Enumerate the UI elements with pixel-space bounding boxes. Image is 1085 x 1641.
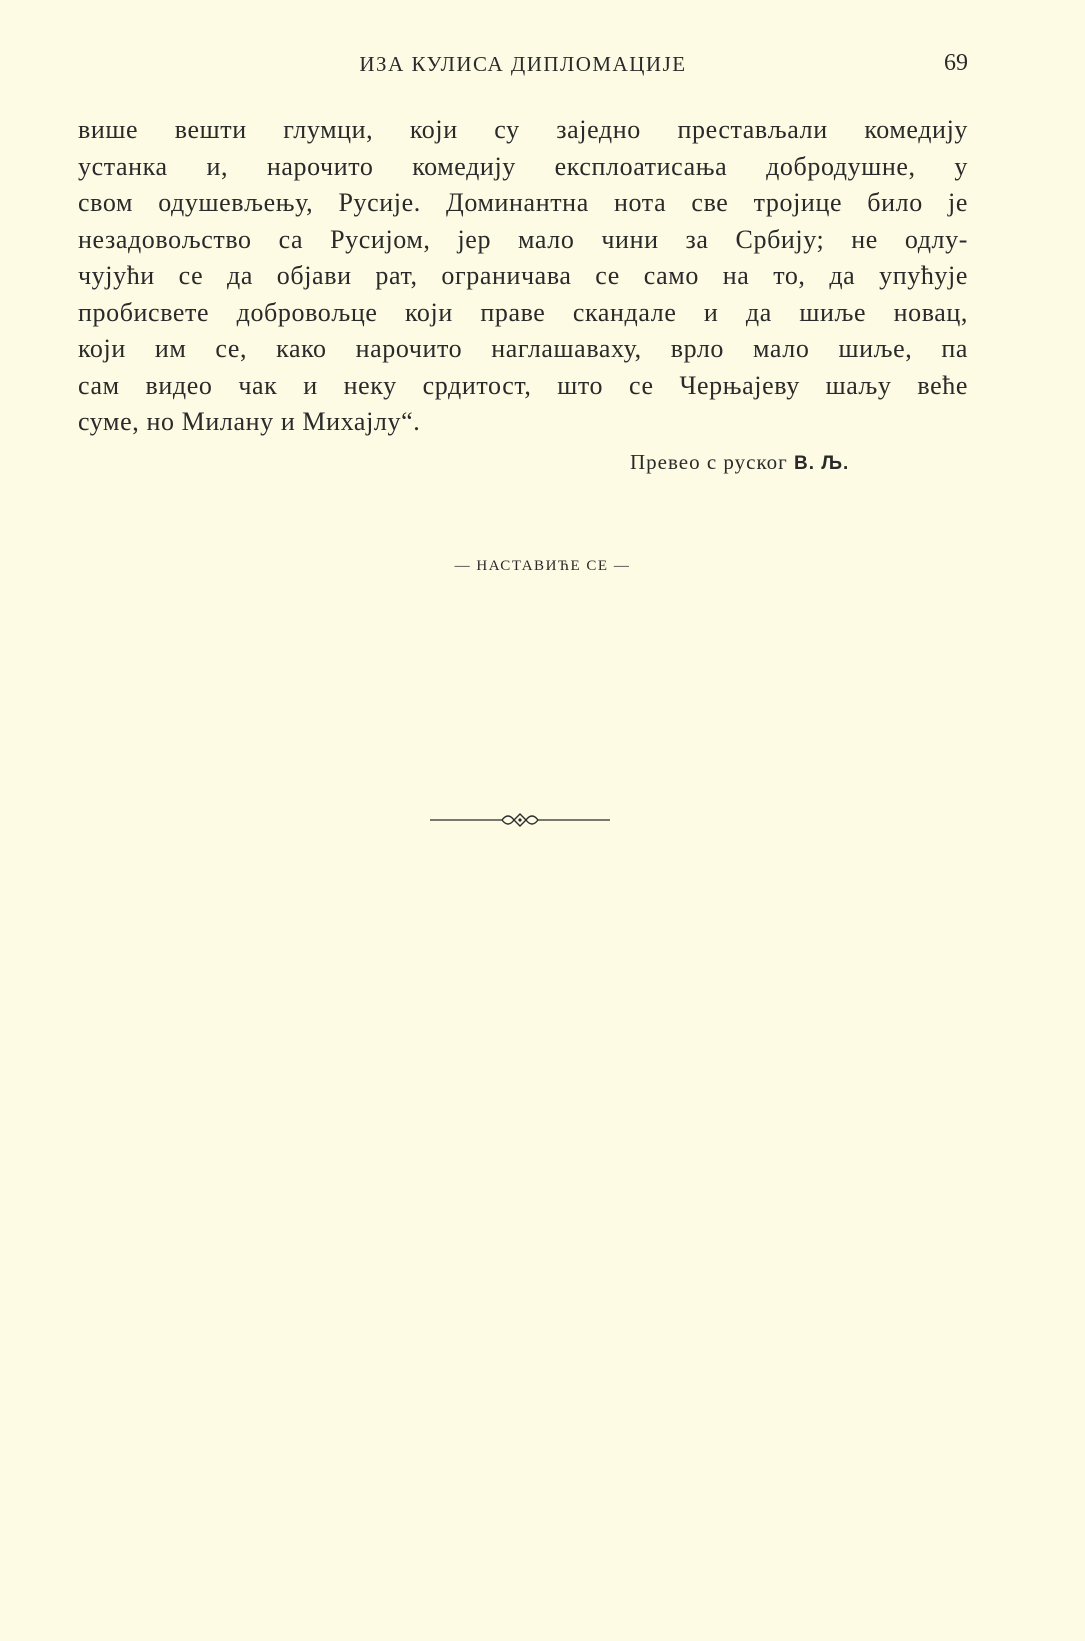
body-line: пробисвете добровољце који праве скандале и да шиље новац, — [78, 297, 968, 327]
running-head — [78, 52, 968, 82]
to-be-continued-note: — НАСТАВИЋЕ СЕ — — [454, 558, 631, 574]
body-line: сам видео чак и неку срдитост, што се Черњајеву шаљу веће — [78, 370, 968, 400]
body-line: свом одушевљењу, Русије. Доминантна нота све тројице било је — [78, 188, 968, 217]
signature-name: В. Љ. — [793, 453, 850, 474]
body-line: незадовољство са Русијом, јер мало чини за Србију; не одлу- — [78, 224, 968, 254]
body-line: устанка и, нарочито комедију експлоатисања добродушне, у — [78, 151, 968, 181]
translator-signature — [630, 450, 849, 475]
ornamental-divider-icon — [430, 808, 610, 832]
body-line: чујући се да објави рат, ограничава се само на то, да упућује — [78, 261, 968, 290]
body-line: више вешти глумци, који су заједно престављали комедију — [78, 115, 968, 144]
running-title: ИЗА КУЛИСА ДИПЛОМАЦИЈЕ — [359, 52, 687, 76]
body-paragraph — [78, 112, 968, 441]
page-number: 69 — [944, 50, 968, 76]
signature-prefix: Превео с руског — [630, 450, 794, 474]
body-line: који им се, како нарочито наглашаваху, врло мало шиље, па — [78, 334, 968, 363]
body-line: суме, но Милану и Михајлу“. — [78, 407, 421, 436]
